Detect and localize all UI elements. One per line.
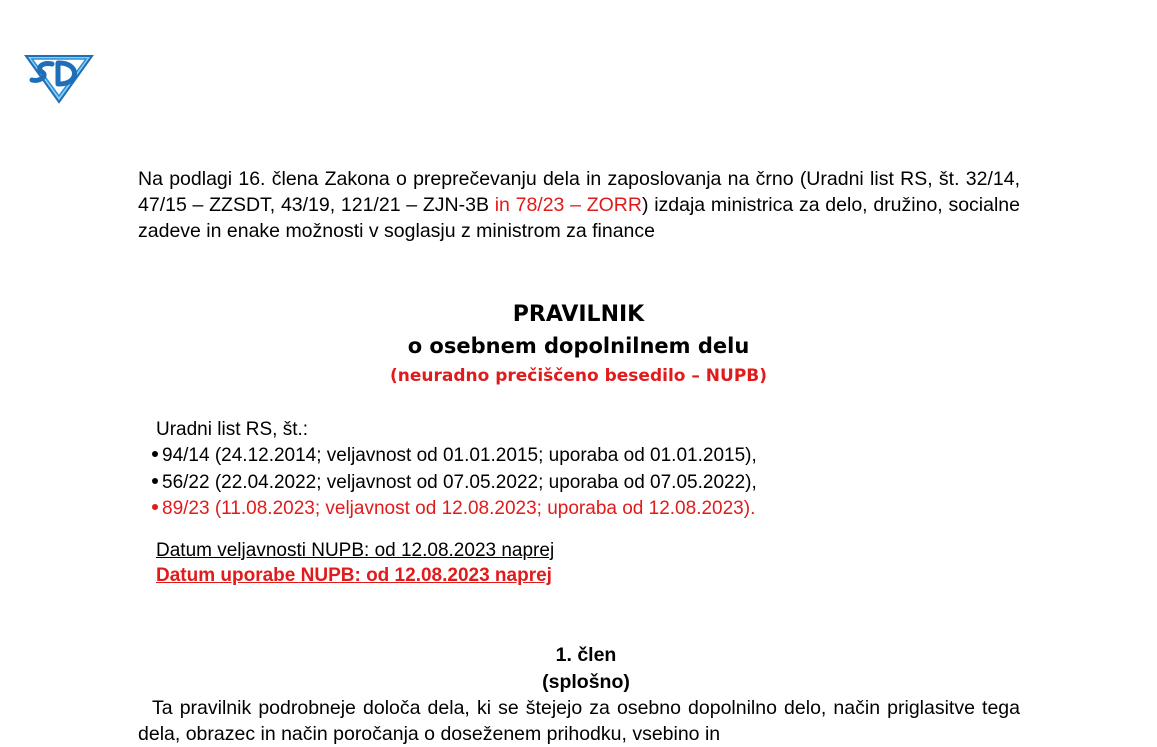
gazette-item-text: 56/22 (22.04.2022; veljavnost od 07.05.2022; uporaba od 07.05.2022),: [162, 471, 757, 493]
intro-text-part1: Na podlagi 16. člena Zakona o preprečevanju dela in zaposlovanja na črno (Uradni list RS, št. 32/14, 47/15 – ZZSDT, 43/19, 121/21 – ZJN-3B: [138, 168, 1020, 216]
article-number: 1. člen: [555, 644, 617, 666]
intro-text-part2: ) izdaja ministrica za delo, družino, socialne zadeve in enake možnosti v soglasju z ministrom za finance: [138, 194, 1020, 242]
document-note: (neuradno prečiščeno besedilo – NUPB): [389, 366, 768, 386]
bullet-icon: [152, 451, 158, 457]
shield-logo-icon: [22, 50, 96, 104]
gazette-item-text: 89/23 (11.08.2023; veljavnost od 12.08.2023; uporaba od 12.08.2023): [162, 498, 751, 519]
gazette-item: [148, 443, 757, 470]
validity-date: Datum veljavnosti NUPB: od 12.08.2023 naprej: [156, 540, 555, 561]
intro-amendment-red: in 78/23 – ZORR: [494, 194, 642, 216]
document-subtitle: o osebnem dopolnilnem delu: [407, 334, 750, 358]
bullet-icon: [152, 504, 158, 510]
document-title: PRAVILNIK: [512, 302, 645, 327]
gazette-list: [148, 443, 757, 523]
gazette-item: [148, 496, 757, 523]
bullet-icon: [152, 478, 158, 484]
gazette-item-text: 94/14 (24.12.2014; veljavnost od 01.01.2015; uporaba od 01.01.2015),: [162, 445, 757, 466]
gazette-heading: Uradni list RS, št.:: [156, 419, 309, 440]
application-date: Datum uporabe NUPB: od 12.08.2023 naprej: [156, 565, 552, 586]
article-text: Ta pravilnik podrobneje določa dela, ki se štejejo za osebno dopolnilno delo, način priglasitve tega dela, obrazec in način poročanja o doseženem prihodku, vsebino in: [138, 697, 1020, 745]
intro-paragraph: [138, 166, 1020, 244]
gazette-item-tail: .: [750, 498, 756, 519]
article-heading: (splošno): [542, 671, 630, 693]
gazette-item: [148, 470, 757, 497]
